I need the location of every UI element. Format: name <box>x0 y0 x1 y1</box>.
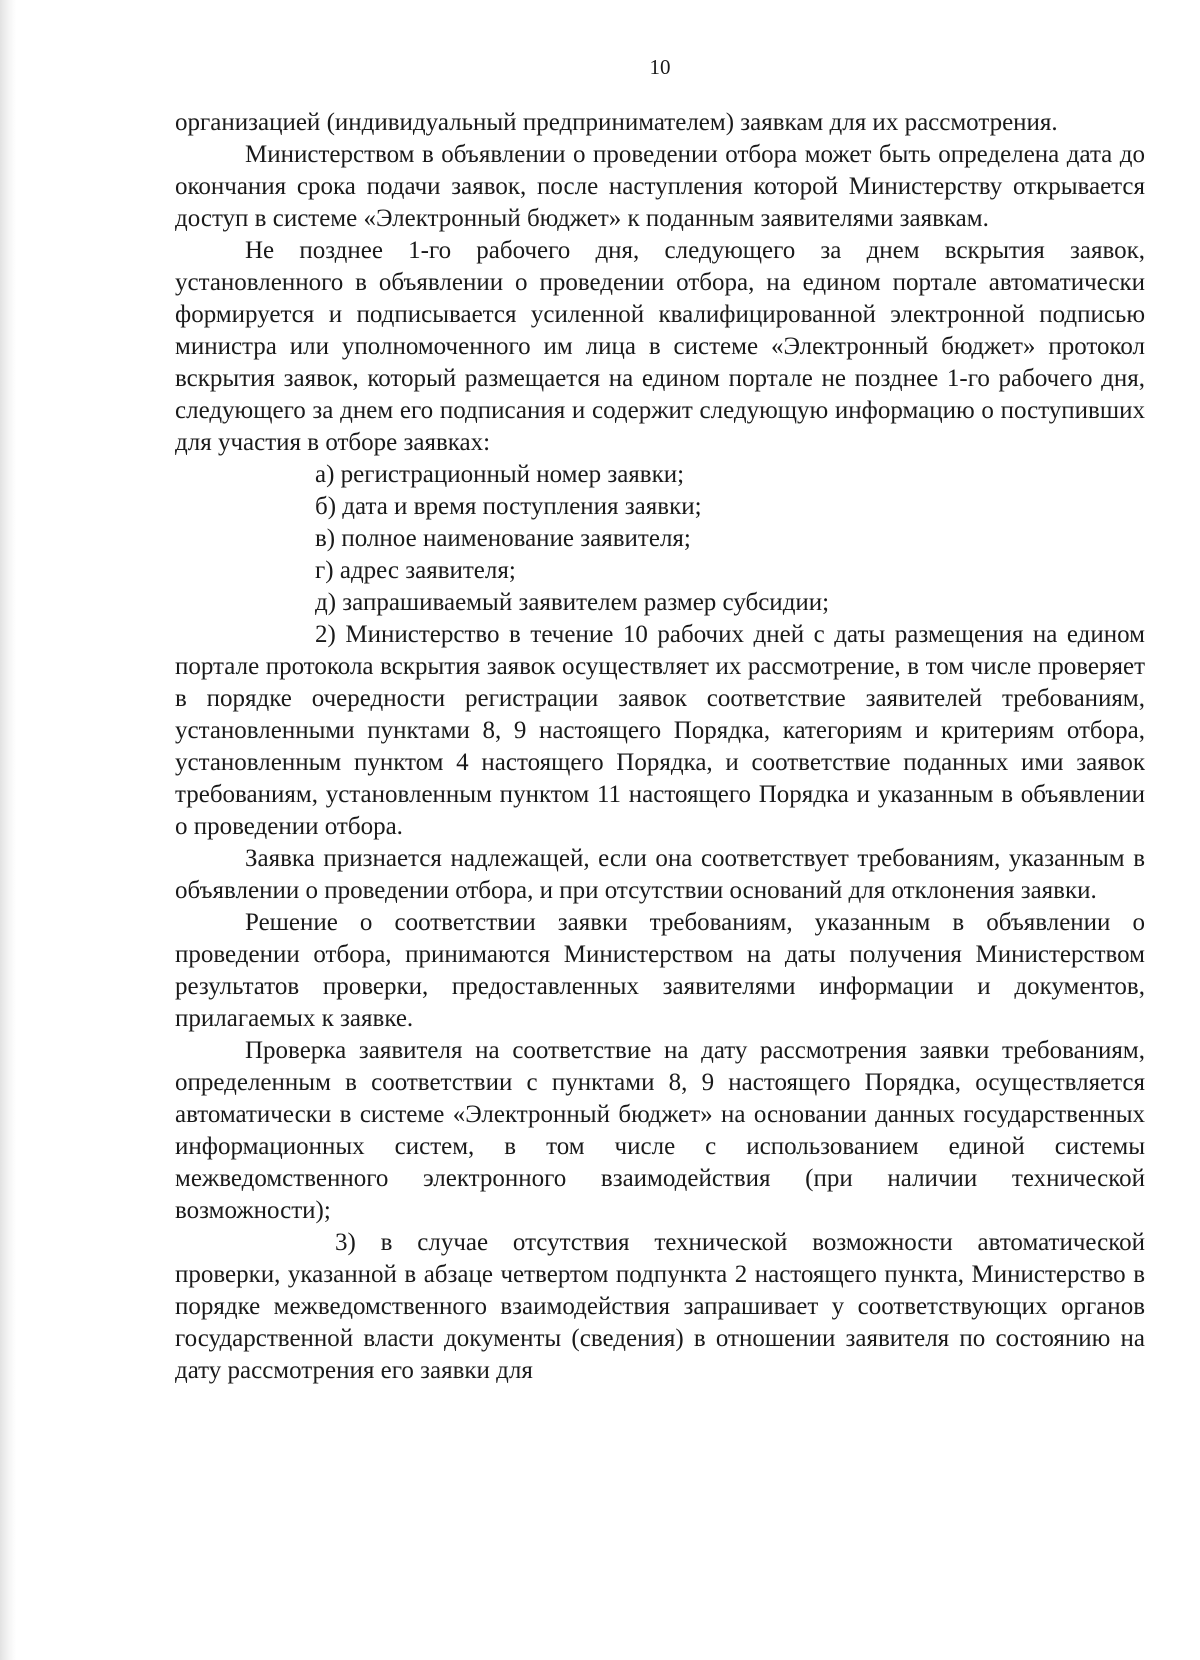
document-body <box>175 107 1145 1387</box>
document-page <box>175 55 1145 1645</box>
paragraph-text: в случае отсутствия технической возможности автоматической проверки, указанной в абзаце четвертом подпункта 2 настоящего пункта, Министерство в порядке межведомственного взаимодействия запрашивает у соответствующих органов государственной власти документы (сведения) в отношении заявителя по состоянию на дату рассмотрения его заявки для <box>175 1229 1145 1384</box>
paragraph-number: 3) <box>335 1229 356 1256</box>
list-item-text: дата и время поступления заявки; <box>342 493 702 520</box>
list-item <box>175 523 1145 555</box>
list-item-text: регистрационный номер заявки; <box>340 461 685 488</box>
list-item-text: полное наименование заявителя; <box>341 525 691 552</box>
paragraph-text: Министерство в течение 10 рабочих дней с даты размещения на едином портале протокола вскрытия заявок осуществляет их рассмотрение, в том числе проверяет в порядке очередности регистрации заявок соответствие заявителей требованиям, установленными пунктами 8, 9 настоящего Порядка, категориям и критериям отбора, установленным пунктом 4 настоящего Порядка, и соответствие поданных ими заявок требованиям, установленным пунктом 11 настоящего Порядка и указанным в объявлении о проведении отбора. <box>175 621 1146 840</box>
list-item <box>175 459 1145 491</box>
paragraph: Решение о соответствии заявки требованиям, указанным в объявлении о проведении отбора, принимаются Министерством на даты получения Министерством результатов проверки, предоставленных заявителями информации и документов, прилагаемых к заявке. <box>175 909 1145 1032</box>
list-item-marker: в) <box>315 525 336 552</box>
list-item-text: адрес заявителя; <box>339 557 516 584</box>
paragraph: Не позднее 1-го рабочего дня, следующего за днем вскрытия заявок, установленного в объявлении о проведении отбора, на едином портале автоматически формируется и подписывается усиленной квалифицированной электронной подписью министра или уполномоченного им лица в системе «Электронный бюджет» протокол вскрытия заявок, который размещается на едином портале не позднее 1-го рабочего дня, следующего за днем его подписания и содержит следующую информацию о поступивших для участия в отборе заявках: <box>175 237 1145 456</box>
paragraph: Проверка заявителя на соответствие на дату рассмотрения заявки требованиям, определенным в соответствии с пунктами 8, 9 настоящего Порядка, осуществляется автоматически в системе «Электронный бюджет» на основании данных государственных информационных систем, в том числе с использованием единой системы межведомственного электронного взаимодействия (при наличии технической возможности); <box>175 1037 1145 1224</box>
list-item-marker: а) <box>315 461 335 488</box>
list-item-marker: д) <box>315 589 337 616</box>
list-item-marker: б) <box>315 493 337 520</box>
numbered-paragraph <box>175 1227 1145 1387</box>
list-item <box>175 491 1145 523</box>
list-item-marker: г) <box>315 557 334 584</box>
paragraph-number: 2) <box>315 621 336 648</box>
paragraph: Министерством в объявлении о проведении отбора может быть определена дата до окончания срока подачи заявок, после наступления которой Министерству открывается доступ в системе «Электронный бюджет» к поданным заявителями заявкам. <box>175 141 1145 232</box>
scan-edge-shadow <box>0 0 16 1660</box>
paragraph: Заявка признается надлежащей, если она соответствует требованиям, указанным в объявлении о проведении отбора, и при отсутствии оснований для отклонения заявки. <box>175 845 1145 904</box>
paragraph-continuation: организацией (индивидуальный предпринимателем) заявкам для их рассмотрения. <box>175 109 1058 136</box>
list-item-text: запрашиваемый заявителем размер субсидии; <box>342 589 830 616</box>
list-item <box>175 555 1145 587</box>
page-number: 10 <box>649 55 671 79</box>
numbered-paragraph <box>175 619 1145 843</box>
list-item <box>175 587 1145 619</box>
